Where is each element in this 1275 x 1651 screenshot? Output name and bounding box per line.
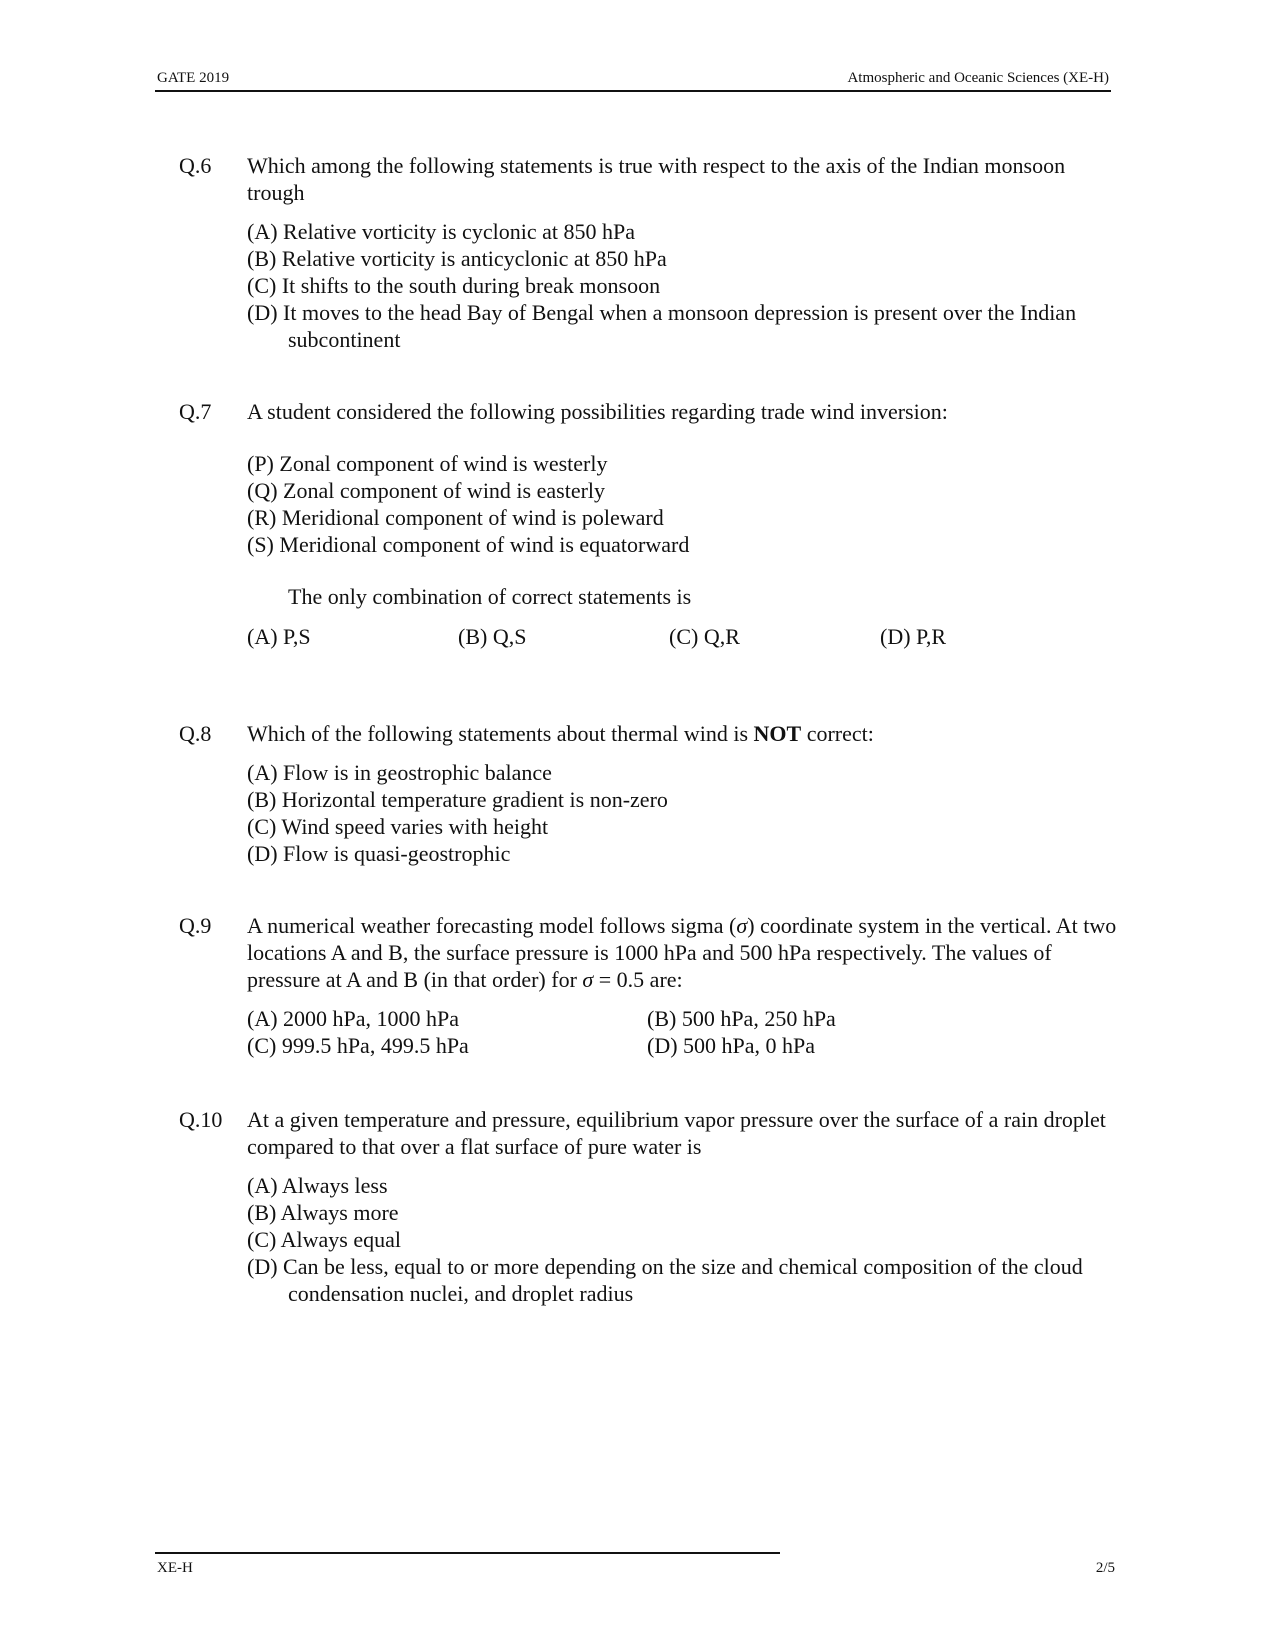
option-a: (A) 2000 hPa, 1000 hPa <box>247 1006 460 1031</box>
sigma-symbol: σ <box>736 913 748 938</box>
paper-code: XE-H <box>157 1560 193 1576</box>
emphasis-not: NOT <box>753 721 802 746</box>
question-number: Q.10 <box>179 1107 223 1132</box>
question-9 <box>179 912 1119 1059</box>
question-text-part: correct: <box>801 721 874 746</box>
option-d: (D) It moves to the head Bay of Bengal when a monsoon depression is present over the Indian subcontinent <box>247 300 1077 352</box>
option-b: (B) Relative vorticity is anticyclonic at 850 hPa <box>247 246 667 271</box>
sigma-symbol: σ <box>582 967 594 992</box>
option-list <box>247 218 1119 353</box>
question-number: Q.6 <box>179 153 212 178</box>
question-text <box>247 720 1119 747</box>
question-number: Q.8 <box>179 721 212 746</box>
exam-title: GATE 2019 <box>157 70 230 86</box>
option-row <box>247 1005 1119 1032</box>
option-list <box>247 1172 1119 1307</box>
question-text: Which among the following statements is true with respect to the axis of the Indian monsoon trough <box>247 153 1066 205</box>
footer-divider <box>155 1552 780 1554</box>
option-b: (B) Horizontal temperature gradient is non-zero <box>247 787 668 812</box>
question-8 <box>179 720 1119 867</box>
question-text-part: Which of the following statements about thermal wind is <box>247 721 754 746</box>
page-number: 2/5 <box>1095 1560 1115 1576</box>
question-text <box>247 912 1119 993</box>
option-c: (C) Q,R <box>669 624 740 649</box>
statement-r: (R) Meridional component of wind is poleward <box>247 505 664 530</box>
option-d: (D) P,R <box>880 624 947 649</box>
paper-title: Atmospheric and Oceanic Sciences (XE-H) <box>847 70 1109 86</box>
option-row <box>247 1032 1119 1059</box>
statement-q: (Q) Zonal component of wind is easterly <box>247 478 606 503</box>
option-a: (A) P,S <box>247 624 311 649</box>
question-number: Q.7 <box>179 399 212 424</box>
question-text-part: A numerical weather forecasting model follows sigma ( <box>247 913 737 938</box>
question-text-part: = 0.5 are: <box>593 967 683 992</box>
question-prompt: The only combination of correct statements is <box>288 584 692 609</box>
option-a: (A) Flow is in geostrophic balance <box>247 760 552 785</box>
question-7 <box>179 398 1119 650</box>
option-a: (A) Always less <box>247 1173 388 1198</box>
statement-p: (P) Zonal component of wind is westerly <box>247 451 608 476</box>
option-d: (D) Flow is quasi-geostrophic <box>247 841 511 866</box>
question-number: Q.9 <box>179 913 212 938</box>
option-c: (C) 999.5 hPa, 499.5 hPa <box>247 1033 469 1058</box>
option-c: (C) It shifts to the south during break monsoon <box>247 273 661 298</box>
option-list <box>247 759 1119 867</box>
question-10 <box>179 1106 1119 1307</box>
option-b: (B) 500 hPa, 250 hPa <box>647 1006 836 1031</box>
option-b: (B) Always more <box>247 1200 399 1225</box>
question-6 <box>179 152 1119 353</box>
question-text-part: ) coordinate system in the vertical. At two locations A and B, the surface pressure is 1000 hPa and 500 hPa respectively. The values of pressure at A and B (in that order) for <box>247 913 1117 992</box>
statement-s: (S) Meridional component of wind is equatorward <box>247 532 690 557</box>
page-header <box>155 68 1111 92</box>
statement-list <box>247 450 1119 558</box>
option-c: (C) Wind speed varies with height <box>247 814 549 839</box>
option-a: (A) Relative vorticity is cyclonic at 850 hPa <box>247 219 635 244</box>
option-row <box>247 623 1119 650</box>
question-text: At a given temperature and pressure, equilibrium vapor pressure over the surface of a rain droplet compared to that over a flat surface of pure water is <box>247 1107 1106 1159</box>
option-d: (D) 500 hPa, 0 hPa <box>647 1033 816 1058</box>
option-b: (B) Q,S <box>458 624 527 649</box>
option-d: (D) Can be less, equal to or more depending on the size and chemical composition of the cloud condensation nuclei, and droplet radius <box>247 1254 1083 1306</box>
option-c: (C) Always equal <box>247 1227 401 1252</box>
question-text: A student considered the following possibilities regarding trade wind inversion: <box>247 399 948 424</box>
